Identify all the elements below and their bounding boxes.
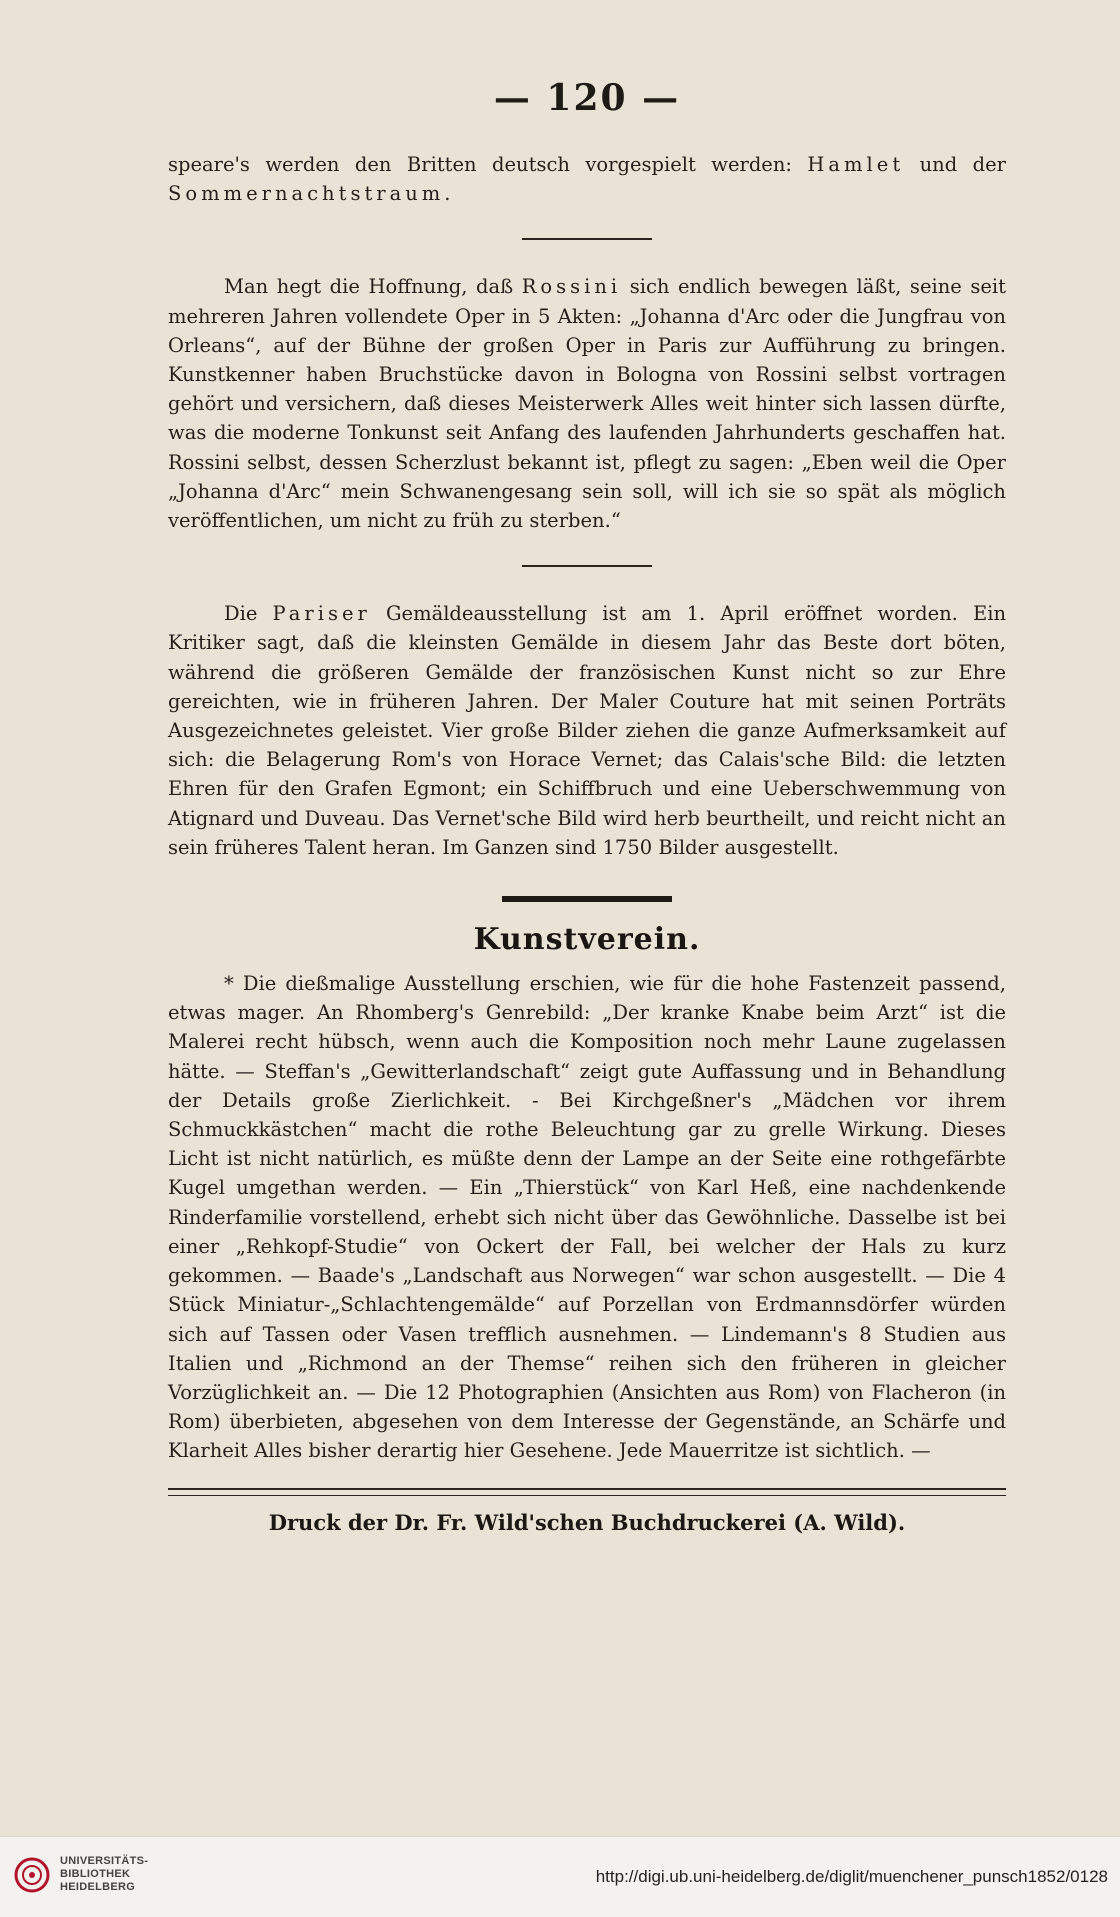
imprint-divider bbox=[168, 1488, 1006, 1496]
paris-paragraph bbox=[168, 599, 1006, 862]
intro-paragraph bbox=[168, 150, 1006, 208]
page-content bbox=[168, 76, 1006, 1535]
library-seal-icon bbox=[14, 1857, 50, 1893]
library-logo[interactable] bbox=[14, 1855, 148, 1894]
library-name bbox=[60, 1855, 148, 1894]
intro-text: speare's werden den Britten deutsch vorgespielt werden: bbox=[168, 153, 808, 176]
footer-bar bbox=[0, 1836, 1120, 1917]
rossini-paragraph bbox=[168, 272, 1006, 535]
kunstverein-heading: Kunstverein. bbox=[473, 922, 701, 958]
heavy-divider bbox=[502, 896, 672, 902]
library-name-line3: HEIDELBERG bbox=[60, 1881, 136, 1893]
intro-play-sommernachtstraum: Sommernachtstraum bbox=[168, 182, 445, 206]
library-name-line2: BIBLIOTHEK bbox=[60, 1868, 131, 1880]
source-url-link[interactable]: http://digi.ub.uni-heidelberg.de/diglit/muenchener_punsch1852/0128 bbox=[595, 1867, 1108, 1886]
rossini-text: sich endlich bewegen läßt, seine seit mehreren Jahren vollendete Oper in 5 Akten: „Johanna d'Arc oder die Jungfrau von Orleans“, auf der Bühne der großen Oper in Paris zur Aufführung zu bringen. Kunstkenner haben Bruchstücke davon in Bologna von Rossini selbst vortragen gehört und versichern, daß dieses Meisterwerk Alles weit hinter sich lassen dürfte, was die moderne Tonkunst seit Anfang des laufenden Jahrhunderts geschaffen hat. Rossini selbst, dessen Scherzlust bekannt ist, pflegt zu sagen: „Eben weil die Oper „Johanna d'Arc“ mein Schwanengesang sein soll, will ich sie so spät als möglich veröffentlichen, um nicht zu früh zu sterben.“ bbox=[168, 275, 1006, 533]
paris-pre: Die bbox=[224, 602, 273, 626]
paris-text: Gemäldeausstellung ist am 1. April eröffnet worden. Ein Kritiker sagt, daß die kleinsten Gemälde in diesem Jahr das Beste dort böten, während die größeren Gemälde der französischen Kunst nicht so zur Ehre gereichten, wie in früheren Jahren. Der Maler Couture hat mit seinen Porträts Ausgezeichnetes geleistet. Vier große Bilder ziehen die ganze Aufmerksamkeit auf sich: die Belagerung Rom's von Horace Vernet; das Calais'sche Bild: die letzten Ehren für den Grafen Egmont; ein Schiffbruch und eine Ueberschwemmung von Atignard und Duveau. Das Vernet'sche Bild wird herb beurtheilt, und reicht nicht an sein früheres Talent heran. Im Ganzen sind 1750 Bilder ausgestellt. bbox=[168, 602, 1007, 859]
section-divider bbox=[522, 238, 652, 240]
rossini-name: Rossini bbox=[521, 275, 622, 299]
intro-end: . bbox=[444, 182, 451, 206]
kunstverein-paragraph: * Die dießmalige Ausstellung erschien, wie für die hohe Fastenzeit passend, etwas mager. An Rhomberg's Genrebild: „Der kranke Knabe beim Arzt“ ist die Malerei recht hübsch, wenn auch die Komposition noch mehr Laune zugelassen hätte. — Steffan's „Gewitterlandschaft“ zeigt gute Auffassung und in Behandlung der Details große Zierlichkeit. - Bei Kirchgeßner's „Mädchen vor ihrem Schmuckkästchen“ macht die rothe Beleuchtung gar zu grelle Wirkung. Dieses Licht ist nicht natürlich, es müßte denn der Lampe an der Seite eine rothgefärbte Kugel umgethan werden. — Ein „Thierstück“ von Karl Heß, eine nachdenkende Rinderfamilie vorstellend, erhebt sich nicht über das Gewöhnliche. Dasselbe ist bei einer „Rehkopf-Studie“ von Ockert der Fall, bei welcher der Hals zu kurz gekommen. — Baade's „Landschaft aus Norwegen“ war schon ausgestellt. — Die 4 Stück Miniatur-„Schlachtengemälde“ auf Porzellan von Erdmannsdörfer würden sich auf Tassen oder Vasen trefflich ausnehmen. — Lindemann's 8 Studien aus Italien und „Richmond an der Themse“ reihen sich den früheren in gleicher Vorzüglichkeit an. — Die 12 Photographien (Ansichten aus Rom) von Flacheron (in Rom) überbieten, abgesehen von dem Interesse der Gegenstände, an Schärfe und Klarheit Alles bisher derartig hier Gesehene. Jede Mauerritze ist sichtlich. — bbox=[168, 972, 1006, 1463]
rossini-pre: Man hegt die Hoffnung, daß bbox=[224, 275, 522, 299]
intro-play-hamlet: Hamlet bbox=[807, 153, 905, 176]
printer-imprint: Druck der Dr. Fr. Wild'schen Buchdruckerei (A. Wild). bbox=[268, 1509, 906, 1535]
paris-name: Pariser bbox=[272, 602, 371, 626]
section-divider bbox=[522, 565, 652, 567]
library-name-line1: UNIVERSITÄTS- bbox=[60, 1855, 149, 1867]
page-number: — 120 — bbox=[493, 77, 681, 119]
intro-conjunction: und der bbox=[904, 153, 1007, 176]
